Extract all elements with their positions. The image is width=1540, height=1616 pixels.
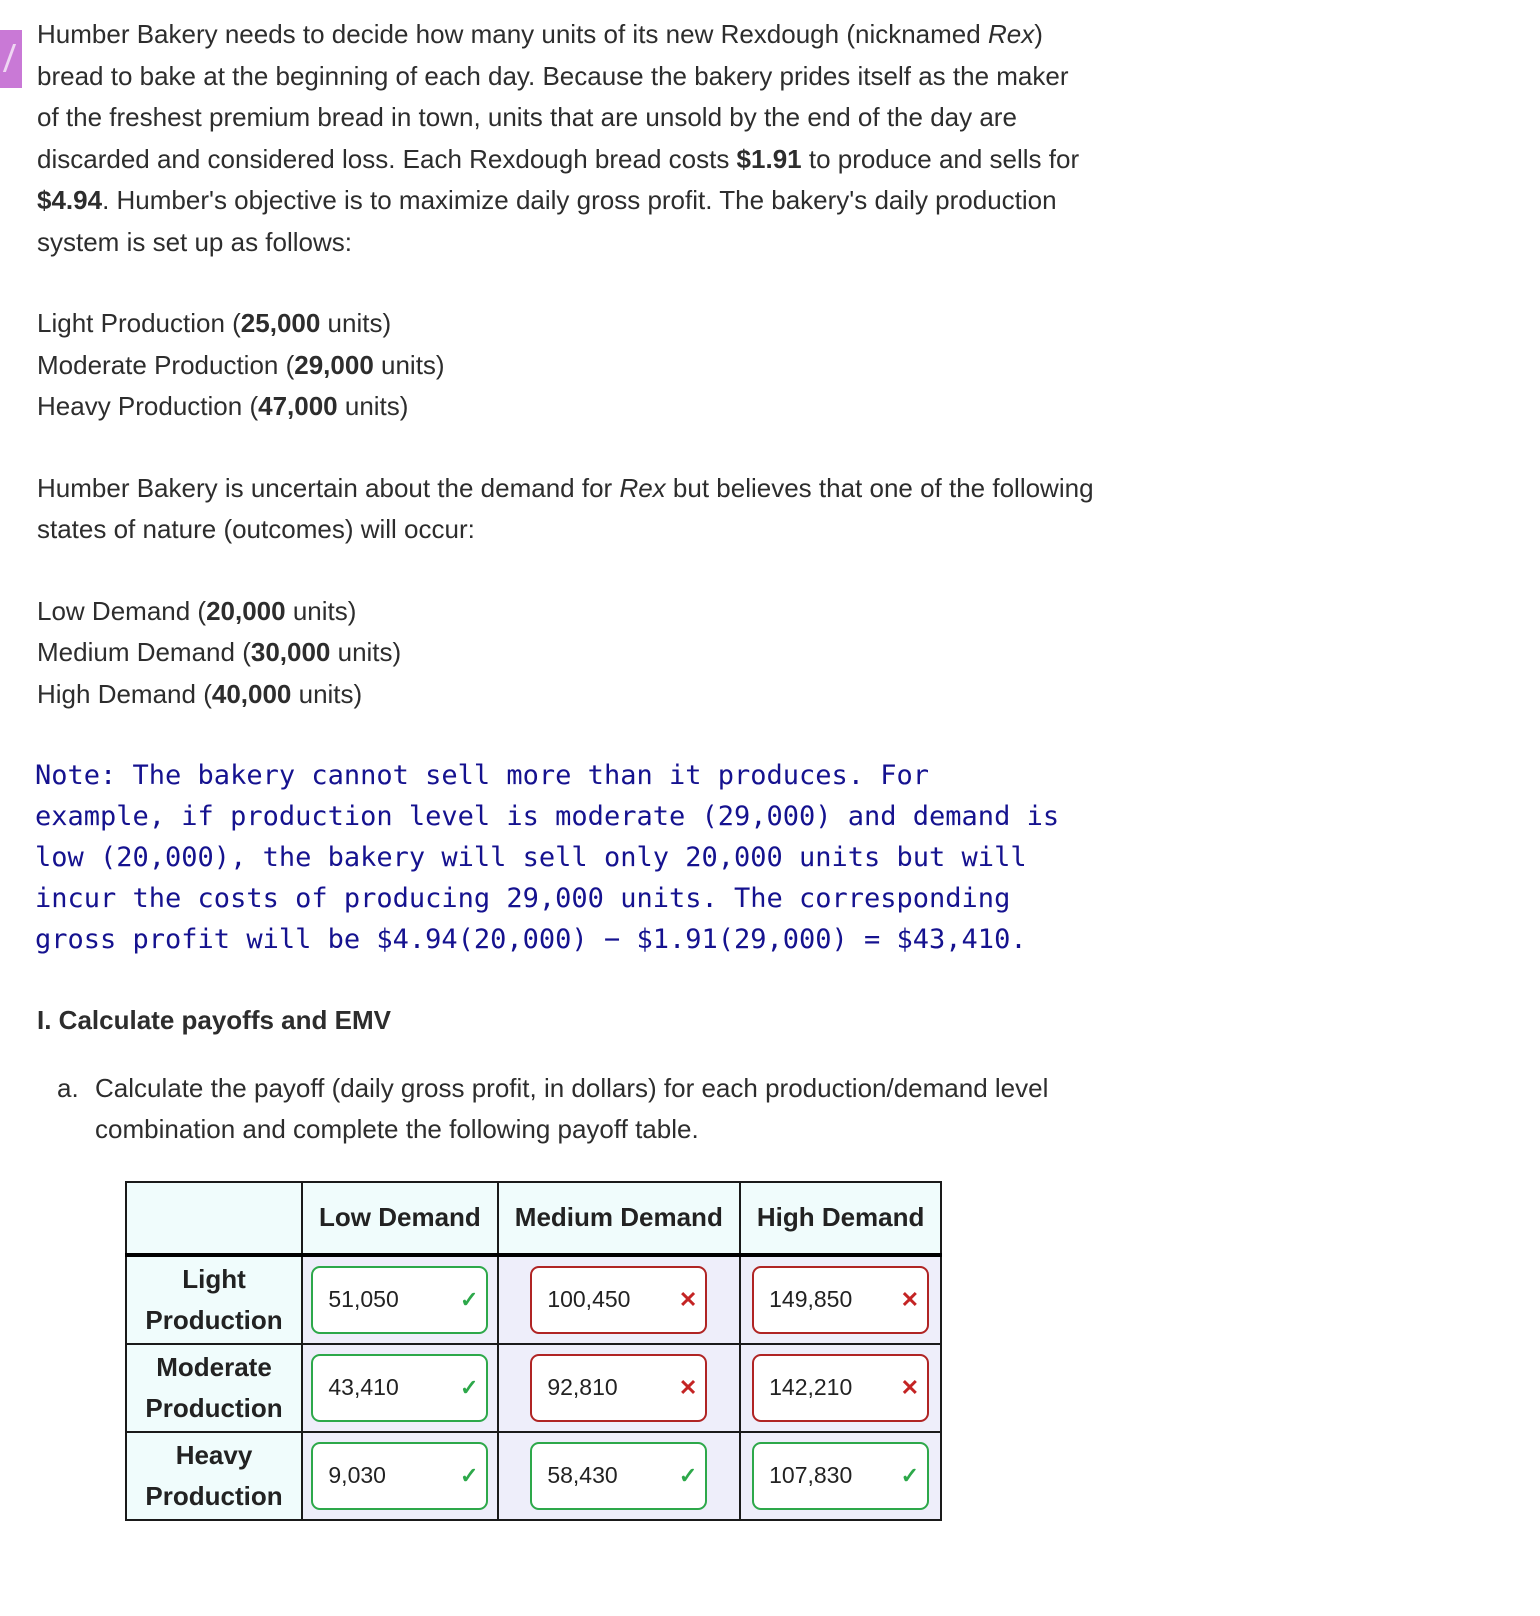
section-heading: I. Calculate payoffs and EMV	[37, 1005, 391, 1035]
checkmark-icon: ✓	[900, 1462, 920, 1488]
payoff-value: 142,210	[769, 1373, 853, 1400]
intro-text-1: Humber Bakery needs to decide how many units of its new Rexdough (nicknamed	[37, 19, 988, 49]
production-list	[37, 303, 1097, 428]
rex-italic: Rex	[619, 472, 666, 503]
collapse-tab[interactable]	[0, 30, 22, 88]
payoff-input-moderate-medium[interactable]	[530, 1354, 707, 1422]
payoff-cell-light-low	[302, 1255, 498, 1344]
x-mark-icon: ✕	[678, 1286, 698, 1312]
checkmark-icon: ✓	[459, 1286, 479, 1312]
demand-item-low: Low Demand (20,000 units)	[37, 595, 357, 626]
payoff-value: 92,810	[547, 1373, 618, 1400]
intro-paragraph	[37, 14, 1097, 263]
question-list	[37, 1068, 1097, 1151]
payoff-cell-moderate-high	[740, 1344, 942, 1432]
payoff-value: 58,430	[547, 1461, 618, 1488]
table-row-moderate	[126, 1344, 941, 1432]
payoff-value: 43,410	[328, 1373, 399, 1400]
table-header-row	[126, 1182, 941, 1255]
price-value: $4.94	[37, 185, 103, 215]
payoff-input-moderate-low[interactable]	[311, 1354, 488, 1422]
payoff-input-heavy-low[interactable]	[311, 1442, 488, 1510]
rex-italic: Rex	[987, 19, 1035, 49]
payoff-cell-light-high	[740, 1255, 942, 1344]
table-row-heavy	[126, 1432, 941, 1520]
intro-text-4: . Humber's objective is to maximize daily gross profit. The bakery's daily production system is set up as follows:	[37, 185, 1057, 257]
payoff-value: 107,830	[769, 1461, 853, 1488]
row-label-heavy: Heavy Production	[126, 1432, 302, 1520]
payoff-value: 9,030	[328, 1461, 386, 1488]
payoff-input-heavy-medium[interactable]	[530, 1442, 707, 1510]
x-mark-icon: ✕	[900, 1286, 920, 1312]
payoff-cell-light-medium	[498, 1255, 740, 1344]
note-block: Note: The bakery cannot sell more than it produces. For example, if production level is moderate (29,000) and demand is low (20,000), the bakery will sell only 20,000 units but will incur the costs of producing 29,000 units. The corresponding gross profit will be $4.94(20,000) − $1.91(29,000) = $43,410.	[35, 760, 1060, 955]
payoff-table	[125, 1181, 942, 1521]
production-item-moderate: Moderate Production (29,000 units)	[37, 349, 445, 380]
table-row-light	[126, 1255, 941, 1344]
production-item-light: Light Production (25,000 units)	[37, 308, 392, 338]
payoff-value: 100,450	[547, 1285, 631, 1312]
x-mark-icon: ✕	[900, 1374, 920, 1400]
payoff-value: 149,850	[769, 1285, 853, 1312]
payoff-cell-heavy-medium	[498, 1432, 740, 1520]
checkmark-icon: ✓	[459, 1374, 479, 1400]
payoff-input-light-high[interactable]	[752, 1266, 929, 1334]
payoff-value: 51,050	[328, 1285, 399, 1312]
header-low-demand: Low Demand	[302, 1182, 498, 1255]
demand-item-medium: Medium Demand (30,000 units)	[37, 637, 402, 667]
intro-text-2: ) bread to bake at the beginning of each day. Because the bakery prides itself as the maker of the freshest premium bread in town, units that are unsold by the end of the day are discarded and considered loss. Each Rexdough bread costs	[37, 19, 1069, 174]
uncertain-paragraph: Humber Bakery is uncertain about the demand for Rex but believes that one of the following states of nature (outcomes) will occur:	[37, 472, 1094, 544]
question-content	[37, 14, 1097, 1521]
payoff-cell-heavy-low	[302, 1432, 498, 1520]
cost-value: $1.91	[736, 143, 802, 174]
question-text: Calculate the payoff (daily gross profit, in dollars) for each production/demand level combination and complete the following payoff table.	[95, 1072, 1049, 1144]
demand-list	[37, 591, 1097, 716]
payoff-input-heavy-high[interactable]	[752, 1442, 929, 1510]
production-item-heavy: Heavy Production (47,000 units)	[37, 391, 409, 421]
question-a	[57, 1068, 1097, 1151]
intro-text-3: to produce and sells for	[801, 143, 1080, 174]
table-corner	[126, 1182, 302, 1255]
header-medium-demand: Medium Demand	[498, 1182, 740, 1255]
x-mark-icon: ✕	[678, 1374, 698, 1400]
row-label-light: Light Production	[126, 1255, 302, 1344]
payoff-table-wrapper	[125, 1181, 1097, 1521]
payoff-input-moderate-high[interactable]	[752, 1354, 929, 1422]
header-high-demand: High Demand	[740, 1182, 942, 1255]
checkmark-icon: ✓	[678, 1462, 698, 1488]
demand-item-high: High Demand (40,000 units)	[37, 678, 363, 709]
row-label-moderate: Moderate Production	[126, 1344, 302, 1432]
question-marker: a.	[57, 1072, 79, 1103]
payoff-cell-heavy-high	[740, 1432, 942, 1520]
payoff-input-light-medium[interactable]	[530, 1266, 707, 1334]
payoff-cell-moderate-low	[302, 1344, 498, 1432]
checkmark-icon: ✓	[459, 1462, 479, 1488]
payoff-cell-moderate-medium	[498, 1344, 740, 1432]
payoff-input-light-low[interactable]	[311, 1266, 488, 1334]
